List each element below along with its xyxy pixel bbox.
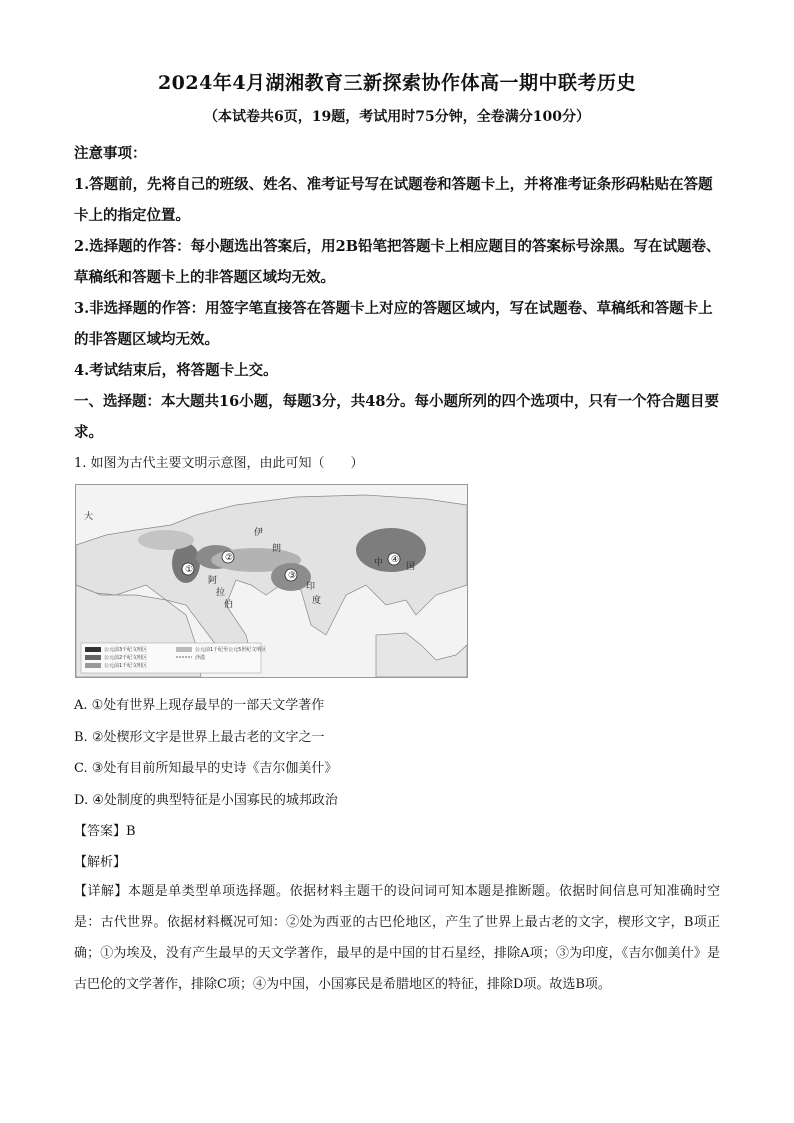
analysis-label: 【解析】	[74, 855, 127, 870]
option-a: A. ①处有世界上现存最早的一部天文学著作	[74, 698, 325, 713]
instructions-heading: 注意事项：	[74, 145, 147, 162]
map-mark: ④	[391, 555, 400, 565]
map-mark: ②	[225, 553, 234, 563]
answer-text: 【答案】B	[74, 824, 136, 839]
map-label: 国	[406, 562, 416, 572]
legend-label: 公元前2千纪文明区	[104, 655, 148, 661]
ancient-civilizations-map	[75, 484, 468, 678]
section-heading: 一、选择题：本大题共16小题，每题3分，共48分。每小题所列的四个选项中，只有一个符合题目要求。	[74, 393, 719, 441]
map-mark: ③	[288, 571, 297, 581]
map-label: 大	[84, 512, 94, 522]
option-b: B. ②处楔形文字是世界上最古老的文字之一	[74, 729, 325, 745]
instruction-item: 4.考试结束后，将答题卡上交。	[74, 362, 278, 379]
instruction-item: 3.非选择题的作答：用签字笔直接答在答题卡上对应的答题区域内，写在试题卷、草稿纸和答题卡上的非答题区域均无效。	[74, 300, 713, 348]
map-graphic	[76, 485, 467, 677]
map-label: 伯	[224, 600, 234, 610]
answer-block	[74, 816, 136, 878]
legend-label: 公元前1千纪至公元5世纪文明区	[195, 647, 267, 653]
map-label: 伊	[254, 528, 264, 538]
legend-label: 沙漠	[195, 655, 206, 661]
map-label: 朗	[272, 544, 282, 554]
map-mark: ①	[185, 565, 194, 575]
exam-title: 2024年4月湖湘教育三新探索协作体高一期中联考历史	[157, 72, 637, 94]
detail-explanation: 【详解】本题是单类型单项选择题。依据材料主题干的设问词可知本题是推断题。依据时间信息可知准确时空是：古代世界。依据材料概况可知：②处为西亚的古巴伦地区，产生了世界上最古老的文字，楔形文字，B项正确；①为埃及，没有产生最早的天文学著作，最早的是中国的甘石星经，排除A项；③为印度，《吉尔伽美什》是古巴伦的文学著作，排除C项；④为中国，小国寡民是希腊地区的特征，排除D项。故选B项。	[74, 884, 720, 992]
instructions	[74, 138, 724, 448]
legend-label: 公元前3千纪文明区	[104, 647, 148, 653]
legend-label: 公元前1千纪文明区	[104, 663, 148, 669]
exam-subtitle: （本试卷共6页，19题，考试用时75分钟，全卷满分100分）	[204, 109, 590, 125]
map-label: 度	[312, 596, 322, 606]
map-label: 印	[306, 582, 316, 592]
option-d: D. ④处制度的典型特征是小国寡民的城邦政治	[74, 792, 338, 808]
options-list	[74, 690, 724, 816]
map-label: 拉	[216, 588, 226, 598]
question-stem: 1. 如图为古代主要文明示意图，由此可知（ ）	[74, 456, 364, 471]
instruction-item: 2.选择题的作答：每小题选出答案后，用2B铅笔把答题卡上相应题目的答案标号涂黑。写在试题卷、草稿纸和答题卡上的非答题区域均无效。	[74, 238, 721, 286]
instruction-item: 1.答题前，先将自己的班级、姓名、准考证号写在试题卷和答题卡上，并将准考证条形码粘贴在答题卡上的指定位置。	[74, 176, 713, 224]
map-label: 中	[374, 558, 384, 568]
map-label: 阿	[208, 576, 218, 586]
option-c: C. ③处有目前所知最早的史诗《吉尔伽美什》	[74, 761, 338, 776]
